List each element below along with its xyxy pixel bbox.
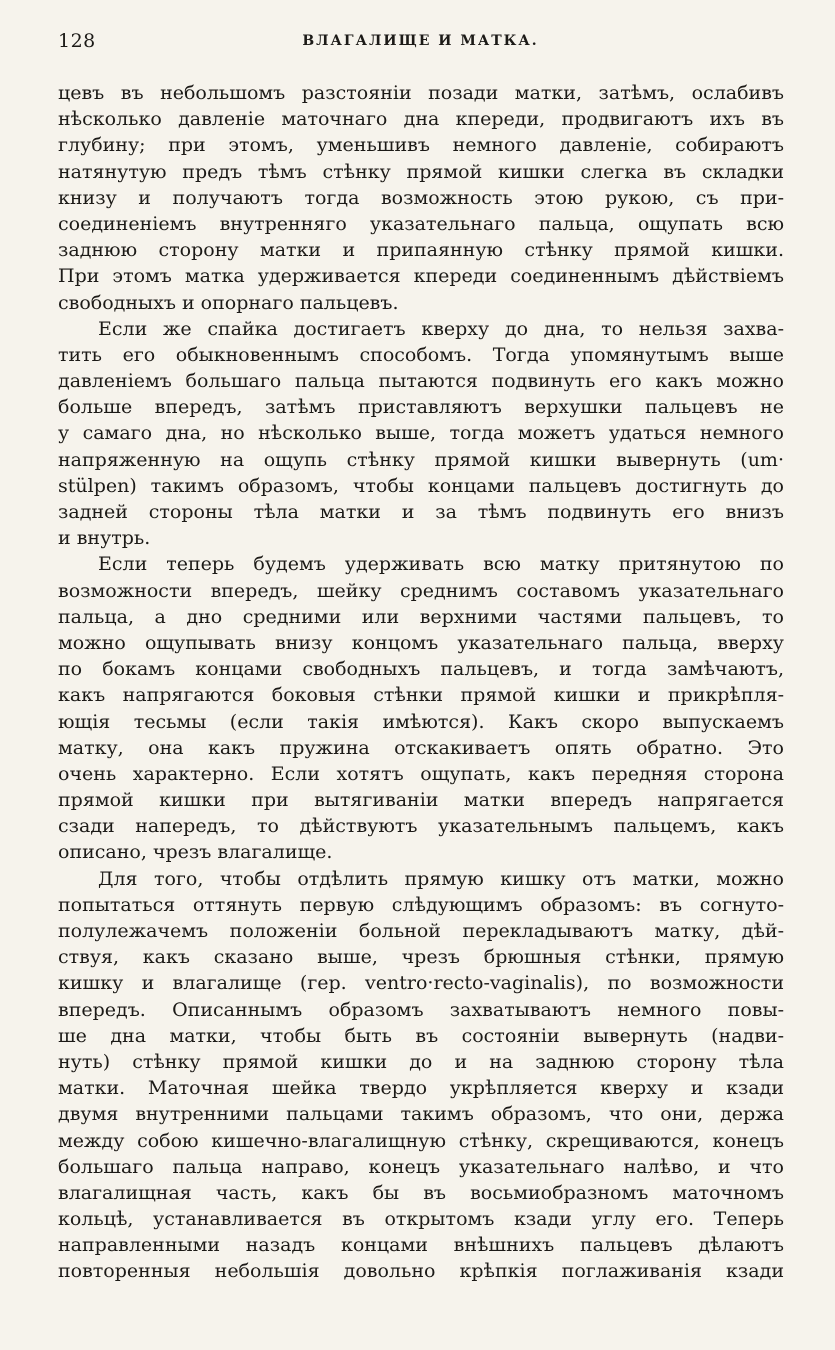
text-line: матку, она какъ пружина отскакиваетъ опять обратно. Это xyxy=(58,736,784,759)
text-line: пальца, а дно средними или верхними частями пальцевъ, то xyxy=(58,605,784,628)
text-line: натянутую предъ тѣмъ стѣнку прямой кишки слегка въ складки xyxy=(58,160,784,183)
paragraph xyxy=(58,866,784,1285)
text-line: ющiя тесьмы (если такiя имѣются). Какъ скоро выпускаемъ xyxy=(58,710,784,733)
text-line: по бокамъ концами свободныхъ пальцевъ, и тогда замѣчаютъ, xyxy=(58,658,784,681)
text-line: ше дна матки, чтобы быть въ состоянiи вывернуть (надви- xyxy=(58,1024,784,1047)
running-head: ВЛАГАЛИЩЕ И МАТКА. xyxy=(302,33,539,49)
paragraph xyxy=(58,80,784,316)
text-line: впередъ. Описаннымъ образомъ захватываютъ немного повы- xyxy=(58,998,784,1021)
text-line: больше впередъ, затѣмъ приставляютъ верхушки пальцевъ не xyxy=(58,396,784,419)
page-header xyxy=(58,30,783,60)
text-line: матки. Маточная шейка твердо укрѣпляется кверху и кзади xyxy=(58,1077,784,1100)
text-line: Если же спайка достигаетъ кверху до дна, то нельзя захва- xyxy=(98,317,784,340)
body-text xyxy=(58,80,784,1285)
text-line: ствуя, какъ сказано выше, чрезъ брюшныя стѣнки, прямую xyxy=(58,946,784,969)
text-line: нѣсколько давленiе маточнаго дна кпереди, продвигаютъ ихъ въ xyxy=(58,108,784,131)
text-line: очень характерно. Если хотятъ ощупать, какъ передняя сторона xyxy=(58,762,784,785)
text-line: описано, чрезъ влагалище. xyxy=(58,841,333,864)
text-line: влагалищная часть, какъ бы въ восьмиобразномъ маточномъ xyxy=(58,1181,784,1204)
text-line: глубину; при этомъ, уменьшивъ немного давленiе, собираютъ xyxy=(58,134,784,157)
page-number: 128 xyxy=(58,30,96,52)
text-line: у самаго дна, но нѣсколько выше, тогда можетъ удаться немного xyxy=(58,422,784,445)
text-line: попытаться оттянуть первую слѣдующимъ образомъ: въ согнуто- xyxy=(58,893,784,916)
paragraph xyxy=(58,551,784,865)
text-line: прямой кишки при вытягиванiи матки впередъ напрягается xyxy=(58,789,784,812)
text-line: сзади напередъ, то дѣйствуютъ указательнымъ пальцемъ, какъ xyxy=(58,815,784,838)
text-line: полулежачемъ положенiи больной перекладываютъ матку, дѣй- xyxy=(58,920,784,942)
text-line: задней стороны тѣла матки и за тѣмъ подвинуть его внизъ xyxy=(58,501,784,523)
text-line: кольцѣ, устанавливается въ открытомъ кзади углу его. Теперь xyxy=(58,1208,784,1231)
text-line: книзу и получаютъ тогда возможность этою рукою, съ при- xyxy=(58,186,784,209)
text-line: какъ напрягаются боковыя стѣнки прямой кишки и прикрѣпля- xyxy=(58,684,784,707)
text-line: цевъ въ небольшомъ разстоянiи позади матки, затѣмъ, ослабивъ xyxy=(58,82,784,104)
text-line: нуть) стѣнку прямой кишки до и на заднюю сторону тѣла xyxy=(58,1050,784,1073)
paragraph xyxy=(58,316,784,552)
text-line: и внутрь. xyxy=(58,527,151,550)
text-line: заднюю сторону матки и припаянную стѣнку прямой кишки. xyxy=(58,239,784,262)
text-line: повторенныя небольшiя довольно крѣпкiя поглаживанiя кзади xyxy=(58,1260,784,1283)
text-line: кишку и влагалище (гер. ventro·recto-vaginalis), по возможности xyxy=(58,972,784,995)
text-line: Для того, чтобы отдѣлить прямую кишку отъ матки, можно xyxy=(98,867,784,890)
text-line: между собою кишечно-влагалищную стѣнку, скрещиваются, конецъ xyxy=(58,1129,784,1152)
text-line: двумя внутренними пальцами такимъ образомъ, что они, держа xyxy=(58,1103,784,1126)
text-line: большаго пальца направо, конецъ указательнаго налѣво, и что xyxy=(58,1155,784,1178)
text-line: направленными назадъ концами внѣшнихъ пальцевъ дѣлаютъ xyxy=(58,1234,784,1257)
text-line: соединенiемъ внутренняго указательнаго пальца, ощупать всю xyxy=(58,212,784,235)
text-line: напряженную на ощупь стѣнку прямой кишки вывернуть (um· xyxy=(58,448,784,471)
text-line: stülpen) такимъ образомъ, чтобы концами пальцевъ достигнуть до xyxy=(58,474,784,497)
text-line: можно ощупывать внизу концомъ указательнаго пальца, вверху xyxy=(58,631,784,654)
text-line: При этомъ матка удерживается кпереди соединеннымъ дѣйствiемъ xyxy=(58,265,784,288)
text-line: свободныхъ и опорнаго пальцевъ. xyxy=(58,291,399,314)
text-line: давленiемъ большаго пальца пытаются подвинуть его какъ можно xyxy=(58,370,784,393)
text-line: возможности впередъ, шейку среднимъ составомъ указательнаго xyxy=(58,579,784,602)
text-line: тить его обыкновеннымъ способомъ. Тогда упомянутымъ выше xyxy=(58,343,784,366)
text-line: Если теперь будемъ удерживать всю матку притянутою по xyxy=(98,553,784,576)
